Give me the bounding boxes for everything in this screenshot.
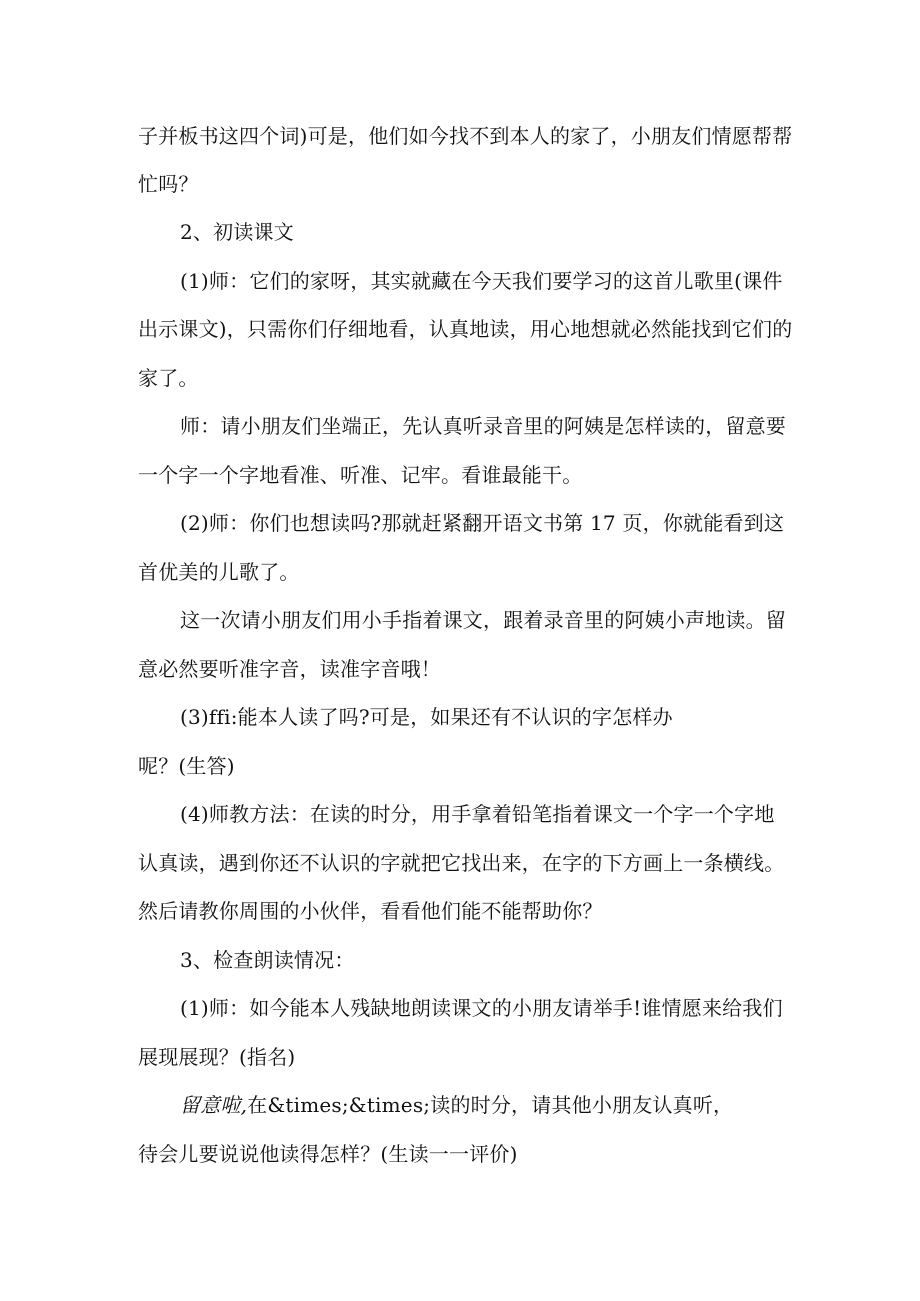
paragraph-line: 认真读，遇到你还不认识的字就把它找出来，在字的下方画上一条横线。	[138, 851, 785, 875]
paragraph-line: 子并板书这四个词)可是，他们如今找不到本人的家了，小朋友们情愿帮帮	[138, 124, 793, 148]
paragraph-line: 出示课文)，只需你们仔细地看，认真地读，用心地想就必然能找到它们的	[138, 317, 793, 341]
paragraph-line: 家了。	[138, 366, 199, 390]
paragraph-line: 待会儿要说说他读得怎样？(生读一一评价)	[138, 1142, 518, 1166]
paragraph-line: (3)ffi:能本人读了吗?可是，如果还有不认识的字怎样办	[180, 705, 673, 729]
paragraph-line: 一个字一个字地看准、听准、记牢。看谁最能干。	[138, 463, 583, 487]
section-heading: 2、初读课文	[180, 220, 294, 244]
paragraph-line: 师：请小朋友们坐端正，先认真听录音里的阿姨是怎样读的，留意要	[180, 414, 786, 438]
paragraph-line: (4)师教方法：在读的时分，用手拿着铅笔指着课文一个字一个字地	[180, 802, 775, 826]
italic-text: 留意啦,	[180, 1093, 248, 1117]
paragraph-line: 然后请教你周围的小伙伴，看看他们能不能帮助你？	[138, 899, 603, 923]
paragraph-line: (1)师：如今能本人残缺地朗读课文的小朋友请举手!谁情愿来给我们	[180, 996, 783, 1020]
paragraph-line: 意必然要听准字音，读准字音哦！	[138, 657, 441, 681]
inline-text: 在&times;&times;读的时分，请其他小朋友认真听，	[247, 1093, 734, 1117]
paragraph-line	[180, 1091, 830, 1119]
paragraph-line: 忙吗？	[138, 172, 199, 196]
paragraph-line: 这一次请小朋友们用小手指着课文，跟着录音里的阿姨小声地读。留	[180, 608, 786, 632]
paragraph-line: (2)师：你们也想读吗?那就赶紧翻开语文书第 17 页，你就能看到这	[180, 511, 785, 535]
paragraph-line: 展现展现？(指名)	[138, 1045, 296, 1069]
paragraph-line: 呢？(生答)	[138, 754, 235, 778]
section-heading: 3、检查朗读情况：	[180, 948, 355, 972]
paragraph-line: (1)师：它们的家呀，其实就藏在今天我们要学习的这首儿歌里(课件	[180, 269, 783, 293]
paragraph-line: 首优美的儿歌了。	[138, 560, 300, 584]
